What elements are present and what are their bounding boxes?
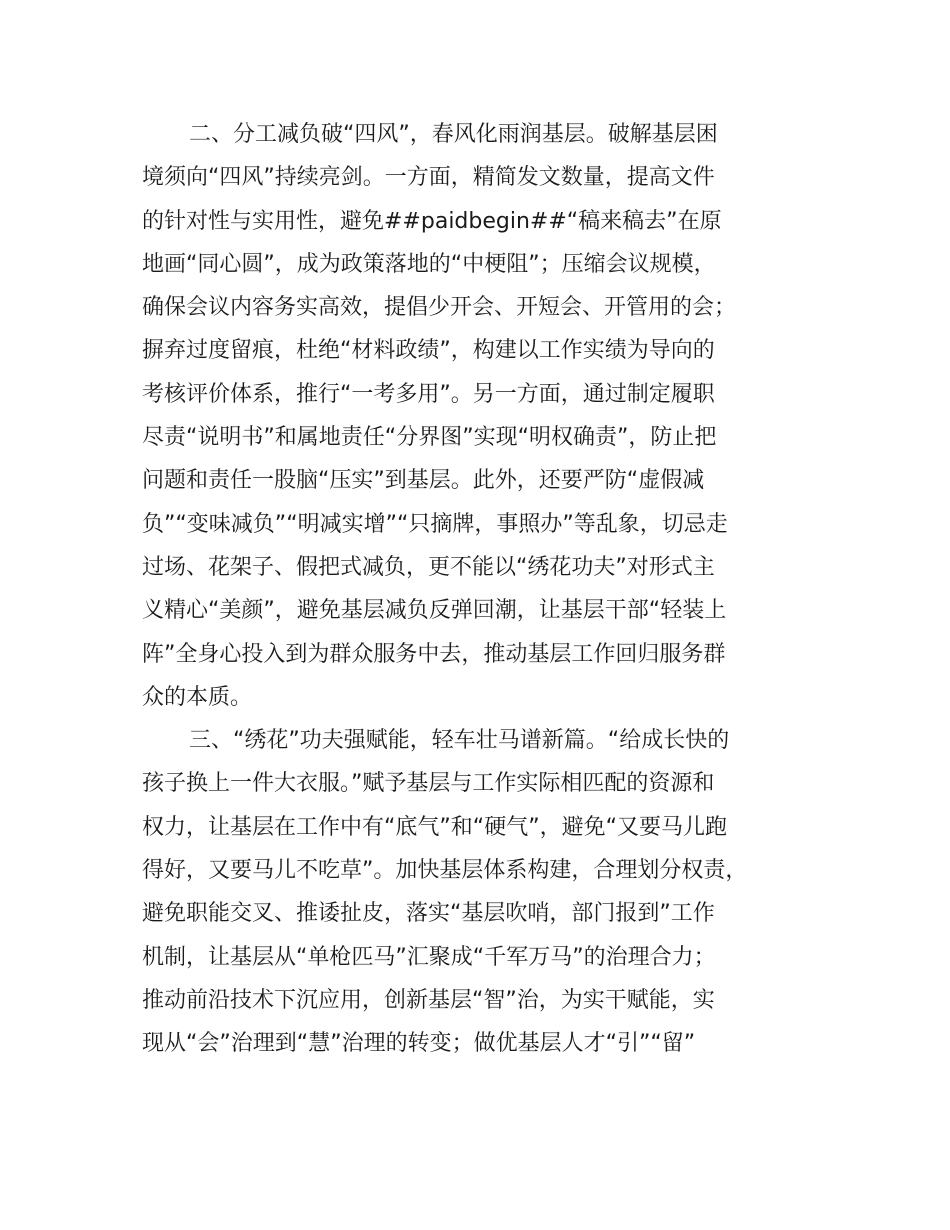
text-line: 的针对性与实用性，避免##paidbegin##“稿来稿去”在原 <box>142 208 722 234</box>
text-line: 负”“变味减负”“明减实增”“只摘牌，事照办”等乱象，切忌走 <box>142 511 728 537</box>
text-line: 二、分工减负破“四风”，春风化雨润基层。破解基层困 <box>189 122 718 147</box>
text-line: 境须向“四风”持续亮剑。一方面，精简发文数量，提高文件 <box>142 165 715 191</box>
text-line: 现从“会”治理到“慧”治理的转变；做优基层人才“引”“留” <box>142 1031 696 1057</box>
text-line: 摒弃过度留痕，杜绝“材料政绩”，构建以工作实绩为导向的 <box>142 338 715 364</box>
text-line: 过场、花架子、假把式减负，更不能以“绣花功夫”对形式主 <box>142 554 715 580</box>
text-line: 权力，让基层在工作中有“底气”和“硬气”，避免“又要马儿跑 <box>142 814 727 840</box>
text-line: 众的本质。 <box>142 684 253 710</box>
document-body <box>142 113 842 1066</box>
text-line: 避免职能交叉、推诿扯皮，落实“基层吹哨，部门报到”工作 <box>142 901 715 927</box>
text-line: 得好，又要马儿不吃草”。加快基层体系构建，合理划分权责， <box>142 858 748 884</box>
text-line: 考核评价体系，推行“一考多用”。另一方面，通过制定履职 <box>142 381 715 407</box>
text-line: 义精心“美颜”，避免基层减负反弹回潮，让基层干部“轻装上 <box>142 598 727 624</box>
text-line: 孩子换上一件大衣服。”赋予基层与工作实际相匹配的资源和 <box>142 771 715 797</box>
text-line: 机制，让基层从“单枪匹马”汇聚成“千军万马”的治理合力； <box>142 944 716 970</box>
text-line: 尽责“说明书”和属地责任“分界图”实现“明权确责”，防止把 <box>142 425 717 451</box>
paragraph-2 <box>142 113 842 719</box>
text-line: 问题和责任一股脑“压实”到基层。此外，还要严防“虚假减 <box>142 468 705 494</box>
text-line: 推动前沿技术下沉应用，创新基层“智”治，为实干赋能，实 <box>142 987 715 1013</box>
text-line: 阵”全身心投入到为群众服务中去，推动基层工作回归服务群 <box>142 641 726 667</box>
text-line: 三、“绣花”功夫强赋能，轻车壮马谱新篇。“给成长快的 <box>189 728 730 754</box>
text-line: 地画“同心圆”，成为政策落地的“中梗阻”；压缩会议规模， <box>142 251 716 277</box>
text-line: 确保会议内容务实高效，提倡少开会、开短会、开管用的会； <box>142 295 737 321</box>
paragraph-3 <box>142 719 842 1065</box>
